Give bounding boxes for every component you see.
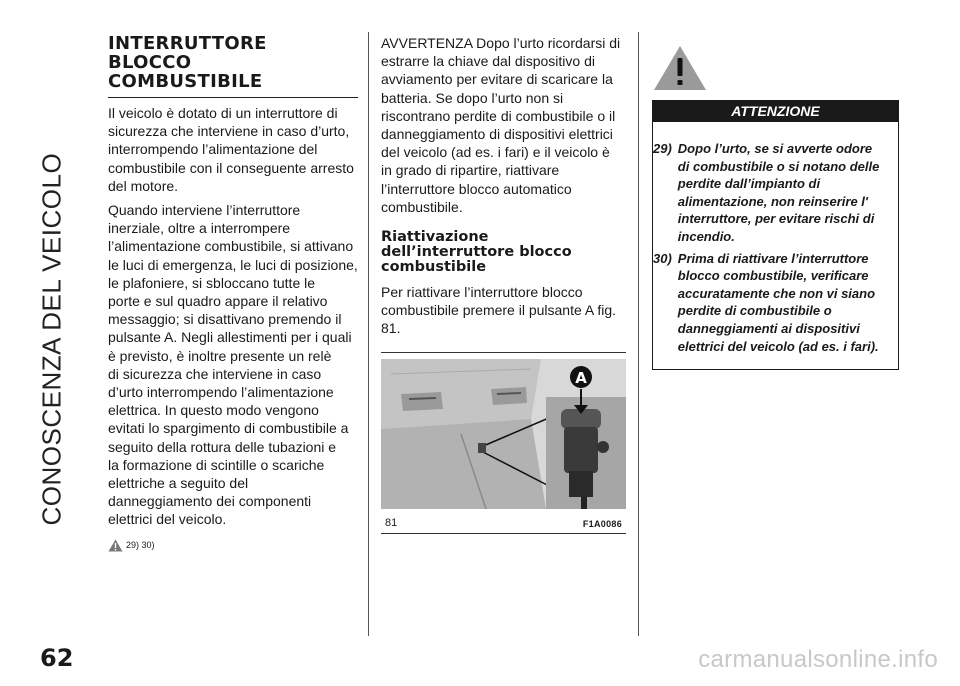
reactivation-text: Per riattivare l’interruttore blocco combustibile premere il pulsante A fig. 81. (381, 284, 617, 337)
side-section-title-text: CONOSCENZA DEL VEICOLO (36, 152, 67, 526)
attention-item-text: Dopo l’urto, se si avverte odore di combustibile o si notano delle perdite dall’impianto di alimentazione, non reinserire l' interruttore, per evitare rischi di incendio. (677, 141, 880, 244)
paragraph-details: Quando interviene l’interruttore inerziale, oltre a interrompere l’alimentazione combustibile, si attivano le luci di emergenza, le luci di posizione, le plafoniere, si sbloccano tutte le porte e sul quadro appare il relativo messaggio; si disattivano premendo il pulsante A. Negli allestimenti per i quali è previsto, è inoltre presente un relè di sicurezza che interviene in caso d’urto interrompendo l’alimentazione elettrica. In questo modo vengono evitati lo spargimento di combustibile a seguito della rottura delle tubazioni e la formazione di scintille o scariche elettriche a seguito del danneggiamento dei componenti elettrici del veicolo. (108, 202, 358, 528)
column-three (652, 34, 899, 370)
column-one (108, 34, 358, 552)
callout-a-label: A (575, 368, 587, 387)
warning-references (108, 539, 358, 552)
column-divider (638, 32, 639, 636)
watermark: carmanualsonline.info (698, 646, 938, 673)
warning-references-text: 29) 30) (126, 540, 155, 551)
figure-code: F1A0086 (582, 518, 622, 529)
column-two (381, 34, 626, 534)
attention-header: ATTENZIONE (652, 100, 899, 122)
warning-triangle-icon (108, 539, 123, 552)
paragraph-intro: Il veicolo è dotato di un interruttore di sicurezza che interviene in caso d’urto, interrompendo l’alimentazione del combustibile con il conseguente arresto del motore. (108, 105, 354, 194)
figure-number: 81 (385, 516, 398, 529)
section-title: INTERRUTTORE BLOCCO COMBUSTIBILE (108, 34, 358, 98)
after-crash-warning: AVVERTENZA Dopo l’urto ricordarsi di estrarre la chiave dal dispositivo di avviamento per evitare di scaricare la batteria. Se dopo l’urto non si riscontrano perdite di combustibile o il danneggiamento di dispositivi elettrici del veicolo (ad es. i fari) e il veicolo è in grado di ripartire, riattivare l’interruttore blocco automatico combustibile. (381, 35, 621, 215)
attention-box (652, 122, 899, 370)
attention-item-text: Prima di riattivare l’interruttore blocco combustibile, verificare accuratamente che non vi siano perdite di combustibile o danneggiamenti ai dispositivi elettrici del veicolo (ad es. i fari). (677, 250, 879, 354)
attention-item (653, 140, 892, 246)
figure-81 (381, 352, 626, 534)
attention-item-number: 30) (653, 250, 672, 266)
attention-item (653, 250, 892, 356)
attention-item-number: 29) (653, 141, 672, 156)
side-section-title (22, 30, 82, 526)
fuel-cutoff-switch-image (381, 359, 626, 509)
warning-triangle-icon (652, 44, 708, 92)
column-divider (368, 32, 369, 636)
reactivation-subtitle: Riattivazione dell’interruttore blocco combustibile (381, 229, 572, 276)
page-number: 62 (40, 644, 74, 672)
